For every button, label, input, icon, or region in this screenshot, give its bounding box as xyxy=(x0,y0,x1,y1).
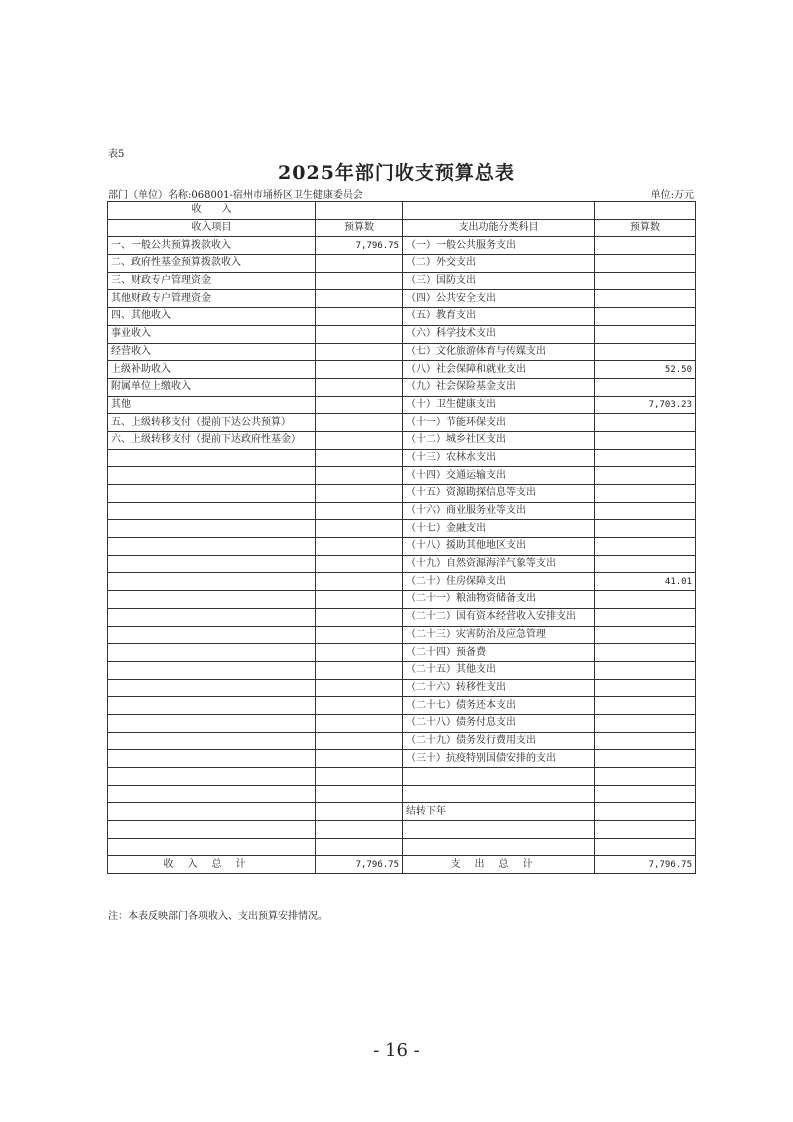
expense-value-cell xyxy=(595,626,696,644)
income-value-cell xyxy=(316,449,403,467)
table-row xyxy=(108,396,696,414)
income-group-header: 收 入 xyxy=(108,202,316,220)
table-row xyxy=(108,361,696,379)
income-item-cell: 上级补助收入 xyxy=(108,361,316,379)
expense-value-cell xyxy=(595,485,696,503)
income-value-cell xyxy=(316,502,403,520)
table-row xyxy=(108,768,696,786)
income-item-cell xyxy=(108,538,316,556)
income-value-cell xyxy=(316,520,403,538)
income-value-cell xyxy=(316,644,403,662)
expense-item-cell: （二十二）国有资本经营收入安排支出 xyxy=(403,608,595,626)
income-value-cell xyxy=(316,396,403,414)
expense-item-cell: （五）教育支出 xyxy=(403,308,595,326)
expense-value-cell xyxy=(595,821,696,839)
income-item-cell xyxy=(108,838,316,856)
income-item-cell xyxy=(108,520,316,538)
table-row xyxy=(108,608,696,626)
income-value-cell xyxy=(316,361,403,379)
unit-label: 单位:万元 xyxy=(650,190,694,201)
income-item-cell xyxy=(108,502,316,520)
expense-value-cell xyxy=(595,378,696,396)
income-item-cell xyxy=(108,697,316,715)
table-row xyxy=(108,538,696,556)
expense-item-cell: （二十九）债务发行费用支出 xyxy=(403,732,595,750)
income-item-cell: 附属单位上缴收入 xyxy=(108,378,316,396)
expense-item-cell: （二十四）预备费 xyxy=(403,644,595,662)
income-item-cell: 事业收入 xyxy=(108,325,316,343)
totals-row xyxy=(108,856,696,874)
income-value-cell xyxy=(316,608,403,626)
income-value-cell xyxy=(316,308,403,326)
table-row xyxy=(108,467,696,485)
income-value-cell xyxy=(316,272,403,290)
empty-header-cell xyxy=(595,202,696,220)
table-row xyxy=(108,378,696,396)
table-row xyxy=(108,237,696,255)
table-row xyxy=(108,449,696,467)
income-value-cell xyxy=(316,343,403,361)
expense-item-cell: （二十三）灾害防治及应急管理 xyxy=(403,626,595,644)
expense-item-cell: （十六）商业服务业等支出 xyxy=(403,502,595,520)
department-label: 部门（单位）名称:068001-宿州市埇桥区卫生健康委员会 xyxy=(108,190,363,201)
expense-item-cell xyxy=(403,768,595,786)
income-value-cell xyxy=(316,467,403,485)
expense-item-cell xyxy=(403,785,595,803)
income-item-cell: 六、上级转移支付（提前下达政府性基金） xyxy=(108,431,316,449)
table-row xyxy=(108,732,696,750)
income-item-cell xyxy=(108,644,316,662)
income-item-cell xyxy=(108,608,316,626)
income-value-cell: 7,796.75 xyxy=(316,237,403,255)
income-value-cell xyxy=(316,803,403,821)
page-number: - 16 - xyxy=(373,1040,420,1061)
empty-header-cell xyxy=(316,202,403,220)
empty-header-cell xyxy=(403,202,595,220)
expense-value-cell xyxy=(595,467,696,485)
income-value-cell xyxy=(316,661,403,679)
table-row xyxy=(108,414,696,432)
expense-value-cell xyxy=(595,237,696,255)
header-row xyxy=(108,219,696,237)
expense-item-cell: （九）社会保险基金支出 xyxy=(403,378,595,396)
page-title: 2025年部门收支预算总表 xyxy=(278,162,515,184)
expense-item-cell: （二十六）转移性支出 xyxy=(403,679,595,697)
income-total-value: 7,796.75 xyxy=(316,856,403,874)
income-item-cell xyxy=(108,467,316,485)
expense-item-cell: （二十八）债务付息支出 xyxy=(403,714,595,732)
table-row xyxy=(108,591,696,609)
income-item-cell xyxy=(108,714,316,732)
table-row xyxy=(108,325,696,343)
expense-value-cell xyxy=(595,325,696,343)
income-value-cell xyxy=(316,485,403,503)
expense-value-cell: 41.01 xyxy=(595,573,696,591)
income-item-cell xyxy=(108,803,316,821)
income-item-cell xyxy=(108,591,316,609)
income-item-header: 收入项目 xyxy=(108,219,316,237)
expense-item-cell: （十九）自然资源海洋气象等支出 xyxy=(403,555,595,573)
table-row xyxy=(108,343,696,361)
table-row xyxy=(108,785,696,803)
expense-value-cell xyxy=(595,290,696,308)
expense-value-cell xyxy=(595,661,696,679)
expense-value-cell xyxy=(595,714,696,732)
expense-value-cell xyxy=(595,750,696,768)
table-row xyxy=(108,679,696,697)
income-value-cell xyxy=(316,732,403,750)
expense-value-cell: 52.50 xyxy=(595,361,696,379)
income-item-cell: 三、财政专户管理资金 xyxy=(108,272,316,290)
income-total-label: 收入总计 xyxy=(108,856,316,874)
table-row xyxy=(108,697,696,715)
footnote: 注：本表反映部门各项收入、支出预算安排情况。 xyxy=(108,911,328,922)
income-value-cell xyxy=(316,431,403,449)
table-row xyxy=(108,520,696,538)
income-item-cell xyxy=(108,750,316,768)
income-value-cell xyxy=(316,414,403,432)
expense-value-cell xyxy=(595,679,696,697)
income-item-cell: 四、其他收入 xyxy=(108,308,316,326)
table-row xyxy=(108,661,696,679)
table-row xyxy=(108,573,696,591)
expense-item-cell: （二十一）粮油物资储备支出 xyxy=(403,591,595,609)
expense-total-label: 支出总计 xyxy=(403,856,595,874)
expense-total-value: 7,796.75 xyxy=(595,856,696,874)
table-row xyxy=(108,838,696,856)
expense-item-cell: （十七）金融支出 xyxy=(403,520,595,538)
table-row xyxy=(108,502,696,520)
table-row xyxy=(108,485,696,503)
table-row xyxy=(108,308,696,326)
expense-value-cell xyxy=(595,502,696,520)
income-amount-header: 预算数 xyxy=(316,219,403,237)
expense-value-cell xyxy=(595,255,696,273)
expense-value-cell xyxy=(595,591,696,609)
income-item-cell xyxy=(108,679,316,697)
expense-value-cell xyxy=(595,449,696,467)
expense-item-cell: （十）卫生健康支出 xyxy=(403,396,595,414)
expense-value-cell xyxy=(595,308,696,326)
income-value-cell xyxy=(316,555,403,573)
expense-item-cell: 结转下年 xyxy=(403,803,595,821)
table-row xyxy=(108,431,696,449)
expense-amount-header: 预算数 xyxy=(595,219,696,237)
income-item-cell xyxy=(108,768,316,786)
expense-item-cell: （二十）住房保障支出 xyxy=(403,573,595,591)
expense-item-cell: （二）外交支出 xyxy=(403,255,595,273)
income-value-cell xyxy=(316,697,403,715)
budget-table xyxy=(107,201,696,874)
income-item-cell xyxy=(108,555,316,573)
table-row xyxy=(108,821,696,839)
table-row xyxy=(108,290,696,308)
income-value-cell xyxy=(316,750,403,768)
income-value-cell xyxy=(316,679,403,697)
expense-value-cell xyxy=(595,608,696,626)
expense-item-cell: （八）社会保障和就业支出 xyxy=(403,361,595,379)
income-item-cell: 其他财政专户管理资金 xyxy=(108,290,316,308)
expense-value-cell xyxy=(595,538,696,556)
expense-value-cell: 7,703.23 xyxy=(595,396,696,414)
income-item-cell xyxy=(108,661,316,679)
income-value-cell xyxy=(316,591,403,609)
income-item-cell xyxy=(108,626,316,644)
expense-item-cell xyxy=(403,838,595,856)
expense-item-cell: （一）一般公共服务支出 xyxy=(403,237,595,255)
expense-item-cell: （四）公共安全支出 xyxy=(403,290,595,308)
income-value-cell xyxy=(316,821,403,839)
income-value-cell xyxy=(316,626,403,644)
expense-value-cell xyxy=(595,785,696,803)
income-value-cell xyxy=(316,768,403,786)
expense-value-cell xyxy=(595,343,696,361)
income-item-cell xyxy=(108,449,316,467)
table-row xyxy=(108,255,696,273)
table-number: 表5 xyxy=(108,149,125,160)
expense-value-cell xyxy=(595,732,696,750)
income-item-cell xyxy=(108,821,316,839)
table-row xyxy=(108,555,696,573)
income-item-cell xyxy=(108,485,316,503)
expense-item-cell: （三）国防支出 xyxy=(403,272,595,290)
expense-item-cell: （十四）交通运输支出 xyxy=(403,467,595,485)
expense-value-cell xyxy=(595,803,696,821)
expense-value-cell xyxy=(595,644,696,662)
income-value-cell xyxy=(316,255,403,273)
table-row xyxy=(108,272,696,290)
expense-value-cell xyxy=(595,838,696,856)
expense-item-cell: （十一）节能环保支出 xyxy=(403,414,595,432)
table-row xyxy=(108,750,696,768)
expense-item-cell: （三十）抗疫特别国债安排的支出 xyxy=(403,750,595,768)
table-row xyxy=(108,803,696,821)
income-item-cell: 二、政府性基金预算拨款收入 xyxy=(108,255,316,273)
income-value-cell xyxy=(316,714,403,732)
income-value-cell xyxy=(316,290,403,308)
expense-value-cell xyxy=(595,768,696,786)
income-item-cell xyxy=(108,785,316,803)
expense-item-cell: （六）科学技术支出 xyxy=(403,325,595,343)
table-row xyxy=(108,644,696,662)
header-row-group xyxy=(108,202,696,220)
income-value-cell xyxy=(316,325,403,343)
income-value-cell xyxy=(316,838,403,856)
expense-value-cell xyxy=(595,555,696,573)
income-value-cell xyxy=(316,538,403,556)
expense-item-header: 支出功能分类科目 xyxy=(403,219,595,237)
income-item-cell: 其他 xyxy=(108,396,316,414)
expense-item-cell: （二十七）债务还本支出 xyxy=(403,697,595,715)
table-row xyxy=(108,714,696,732)
income-item-cell: 经营收入 xyxy=(108,343,316,361)
income-item-cell xyxy=(108,573,316,591)
expense-item-cell: （二十五）其他支出 xyxy=(403,661,595,679)
income-value-cell xyxy=(316,378,403,396)
income-value-cell xyxy=(316,785,403,803)
expense-item-cell: （七）文化旅游体育与传媒支出 xyxy=(403,343,595,361)
income-item-cell xyxy=(108,732,316,750)
expense-item-cell: （十五）资源勘探信息等支出 xyxy=(403,485,595,503)
table-row xyxy=(108,626,696,644)
expense-item-cell: （十八）援助其他地区支出 xyxy=(403,538,595,556)
expense-value-cell xyxy=(595,697,696,715)
expense-item-cell: （十三）农林水支出 xyxy=(403,449,595,467)
expense-item-cell xyxy=(403,821,595,839)
expense-value-cell xyxy=(595,520,696,538)
income-item-cell: 五、上级转移支付（提前下达公共预算） xyxy=(108,414,316,432)
expense-value-cell xyxy=(595,431,696,449)
expense-value-cell xyxy=(595,272,696,290)
expense-item-cell: （十二）城乡社区支出 xyxy=(403,431,595,449)
income-item-cell: 一、一般公共预算拨款收入 xyxy=(108,237,316,255)
income-value-cell xyxy=(316,573,403,591)
expense-value-cell xyxy=(595,414,696,432)
